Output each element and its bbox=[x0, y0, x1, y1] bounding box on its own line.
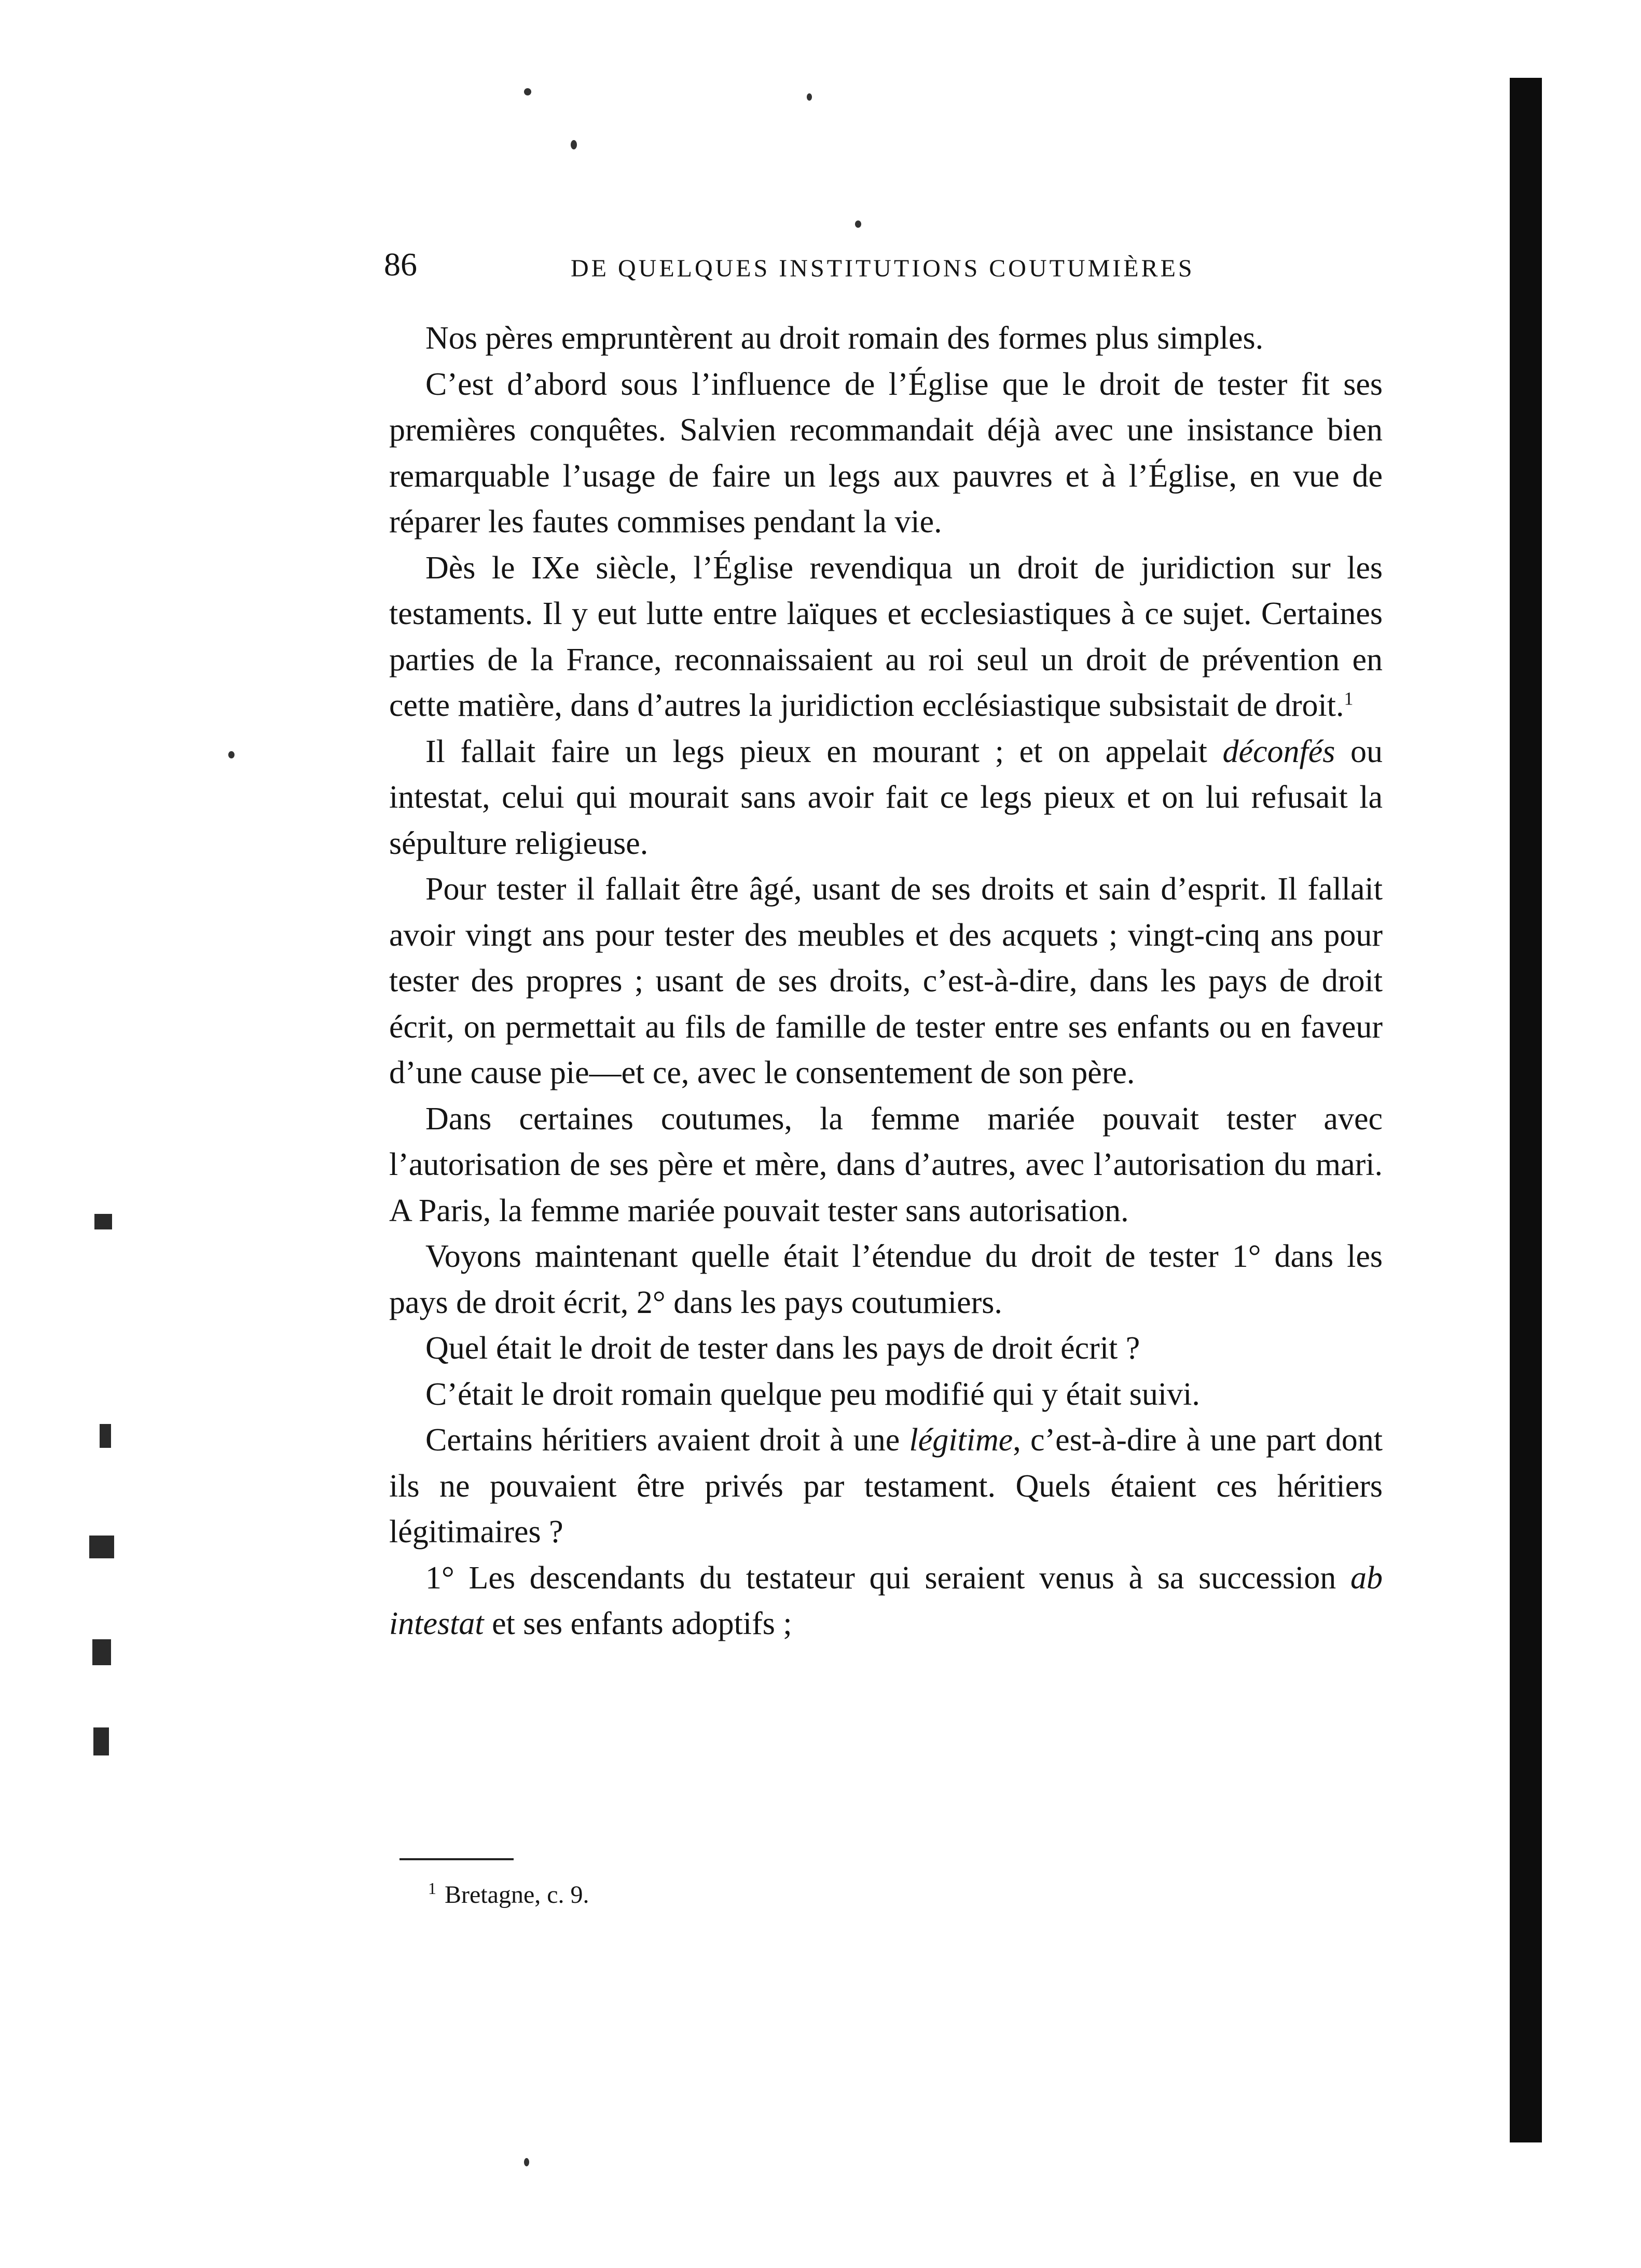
margin-mark bbox=[93, 1727, 109, 1755]
running-head bbox=[384, 241, 1422, 298]
paragraph bbox=[389, 729, 1383, 867]
paragraph-text: Les descendants du testateur qui seraient venus à sa succession bbox=[468, 1560, 1336, 1596]
paragraph-text: dans les pays de droit écrit, bbox=[389, 1239, 1383, 1320]
scan-speck bbox=[524, 88, 531, 95]
margin-mark bbox=[92, 1639, 111, 1665]
page-edge-shadow bbox=[1510, 78, 1542, 2142]
margin-mark bbox=[100, 1424, 111, 1448]
footnote-reference: 1 bbox=[1344, 688, 1354, 709]
footnote bbox=[428, 1868, 589, 1916]
ordinal-mark: 1° bbox=[425, 1560, 454, 1596]
paragraph: Pour tester il fallait être âgé, usant de ses droits et sain d’esprit. Il fallait avoir vingt ans pour tester des meubles et des acquets ; vingt-cinq ans pour tester des propres ; usant de ses droits, c’est-à-dire, dans les pays de droit écrit, on permettait au fils de famille de tester entre ses enfants ou en faveur d’une cause pie—et ce, avec le consentement de son père. bbox=[389, 872, 1383, 1090]
paragraph: Dans certaines coutumes, la femme mariée pouvait tester avec l’autorisation de ses père et mère, dans d’autres, avec l’autorisation du mari. A Paris, la femme mariée pouvait tester sans autorisation. bbox=[389, 1101, 1383, 1228]
scan-speck bbox=[855, 220, 861, 228]
scan-speck bbox=[228, 751, 235, 758]
paragraph bbox=[389, 1417, 1383, 1555]
paragraph bbox=[389, 545, 1383, 729]
paragraph-text: dans les pays coutumiers. bbox=[673, 1284, 1002, 1320]
paragraph-text: et ses enfants adoptifs ; bbox=[492, 1606, 792, 1641]
running-title: DE QUELQUES INSTITUTIONS COUTUMIÈRES bbox=[571, 255, 1195, 282]
paragraph-text: Certains héritiers avaient droit à une bbox=[425, 1422, 900, 1458]
footnote-marker: 1 bbox=[428, 1879, 436, 1898]
footnote-rule bbox=[399, 1858, 514, 1860]
scan-speck bbox=[807, 93, 812, 101]
page-number: 86 bbox=[384, 246, 417, 283]
paragraph: Quel était le droit de tester dans les pays de droit écrit ? bbox=[425, 1331, 1140, 1366]
footnote-text: Bretagne, c. 9. bbox=[445, 1881, 589, 1909]
paragraph bbox=[389, 1555, 1383, 1647]
paragraph-text: Il fallait faire un legs pieux en mourant ; et on appelait bbox=[425, 734, 1207, 769]
paragraph-text: Voyons maintenant quelle était l’étendue du droit de tester bbox=[425, 1239, 1219, 1274]
paragraph-text: Dès le IXe siècle, l’Église revendiqua un droit de juridiction sur les testaments. Il y eut lutte entre laïques et ecclesiastiques à ce sujet. Certaines parties de la France, reconnaissaient au roi seul un droit de prévention en cette matière, dans d’autres la juridiction ecclésiastique subsistait de droit. bbox=[389, 550, 1383, 723]
italic-term: légitime bbox=[909, 1422, 1013, 1458]
paragraph-text: , c’est-à-dire à une part dont ils ne pouvaient être privés par testament. Quels étaient ces héritiers légitimaires ? bbox=[389, 1422, 1383, 1550]
margin-mark bbox=[94, 1214, 112, 1229]
scan-speck bbox=[571, 140, 577, 149]
italic-term: déconfés bbox=[1222, 734, 1335, 769]
ordinal-mark: 2° bbox=[636, 1284, 666, 1320]
italic-term: ab intestat bbox=[389, 1560, 1383, 1641]
paragraph: C’était le droit romain quelque peu modifié qui y était suivi. bbox=[425, 1376, 1200, 1412]
paragraph bbox=[389, 1234, 1383, 1325]
margin-mark bbox=[89, 1536, 114, 1558]
paragraph: Nos pères empruntèrent au droit romain des formes plus simples. bbox=[425, 321, 1264, 356]
ordinal-mark: 1° bbox=[1232, 1239, 1261, 1274]
paragraph-text: ou intestat, celui qui mourait sans avoir fait ce legs pieux et on lui refusait la sépulture religieuse. bbox=[389, 734, 1383, 861]
scan-speck bbox=[524, 2158, 529, 2166]
body-text bbox=[389, 315, 1383, 1647]
paragraph: C’est d’abord sous l’influence de l’Église que le droit de tester fit ses premières conquêtes. Salvien recommandait déjà avec une insistance bien remarquable l’usage de faire un legs aux pauvres et à l’Église, en vue de réparer les fautes commises pendant la vie. bbox=[389, 366, 1383, 540]
